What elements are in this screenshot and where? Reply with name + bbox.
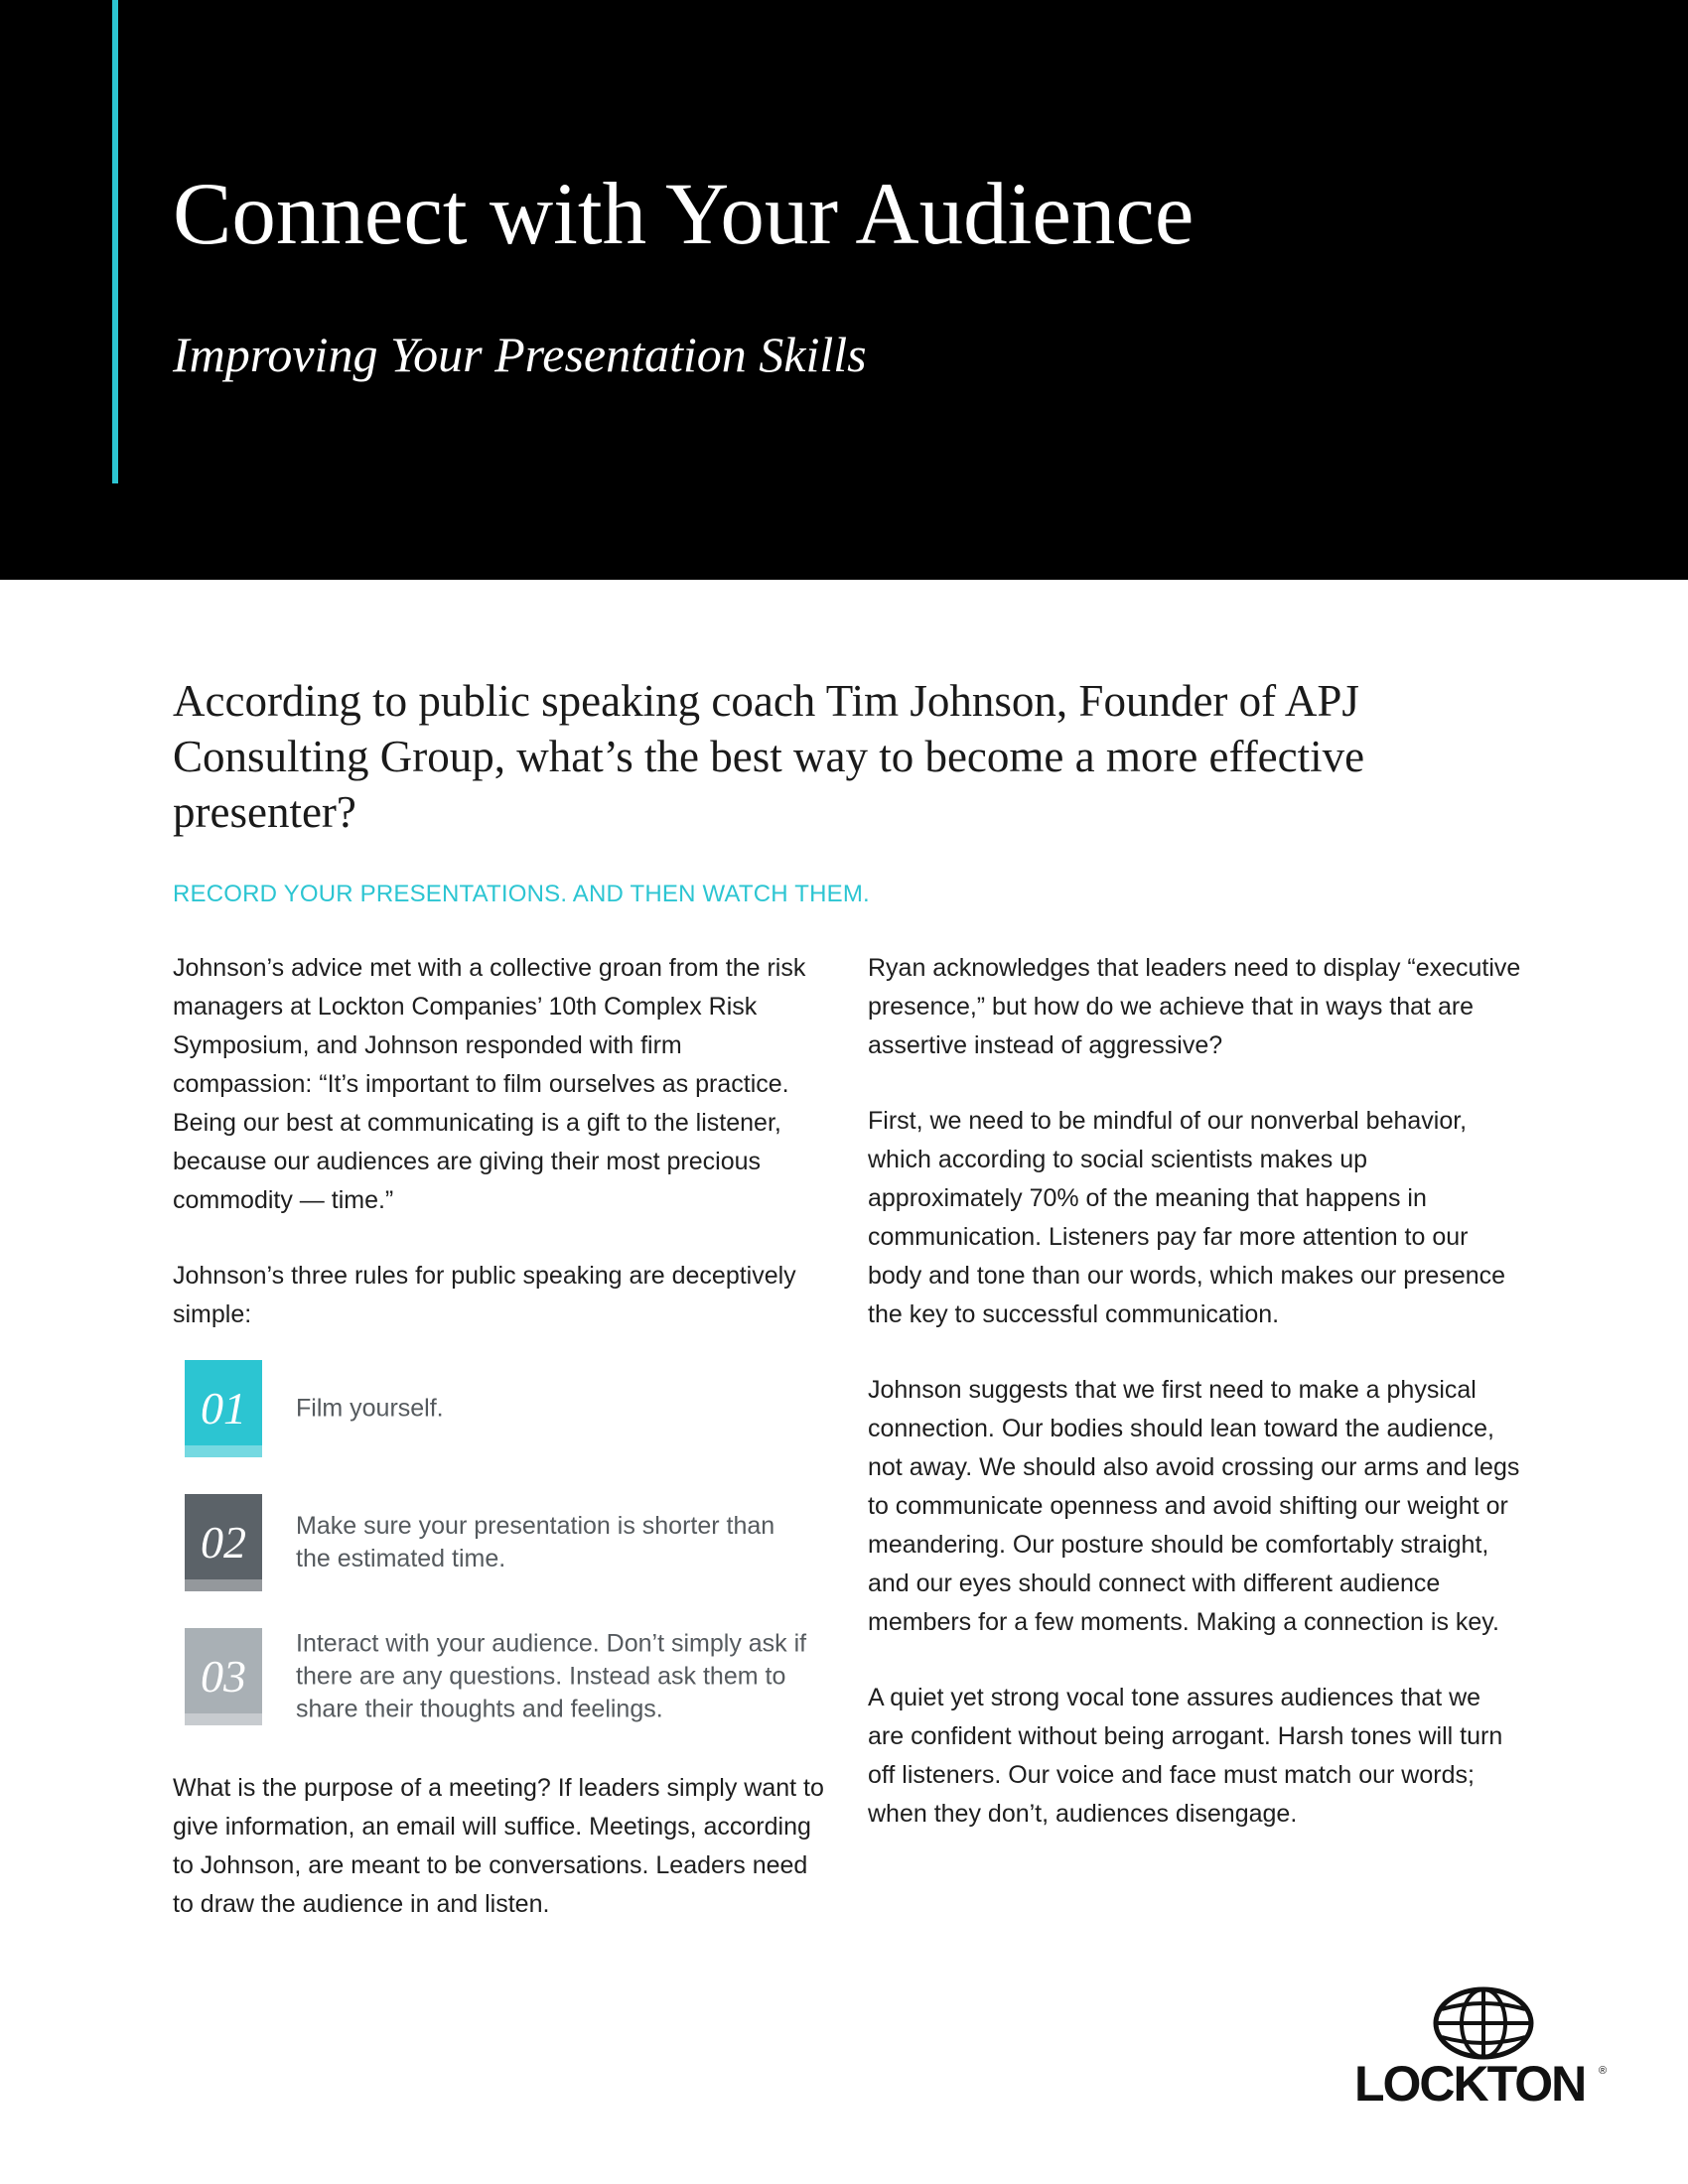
- rule-text: Film yourself.: [296, 1394, 444, 1423]
- page-subtitle: Improving Your Presentation Skills: [173, 327, 867, 382]
- left-paragraph-3: What is the purpose of a meeting? If leaders simply want to give information, an email will suffice. Meetings, according to Johnson, are meant to be conversations. Leaders need to draw the audience in and listen.: [173, 1774, 824, 1918]
- rule-text: Interact with your audience. Don’t simply ask if there are any questions. Instead ask them to share their thoughts and feelings.: [296, 1629, 807, 1723]
- right-paragraph-4: A quiet yet strong vocal tone assures audiences that we are confident without being arrogant. Harsh tones will turn off listeners. Our voice and face must match our words; when they don’t, audiences disengage.: [868, 1684, 1503, 1828]
- rule-item-1: [173, 1360, 828, 1457]
- header-banner: [0, 0, 1688, 580]
- rule-item-2: [173, 1494, 828, 1591]
- page-title: Connect with Your Audience: [173, 166, 1195, 263]
- left-paragraph-2: Johnson’s three rules for public speaking are deceptively simple:: [173, 1262, 796, 1328]
- right-paragraph-1: Ryan acknowledges that leaders need to display “executive presence,” but how do we achieve that in ways that are assertive instead of aggressive?: [868, 954, 1521, 1059]
- accent-bar: [112, 0, 118, 483]
- section-kicker: RECORD YOUR PRESENTATIONS. AND THEN WATCH THEM.: [173, 881, 870, 907]
- rule-text: Make sure your presentation is shorter than the estimated time.: [296, 1512, 775, 1572]
- globe-icon: [1432, 1985, 1535, 2061]
- left-paragraph-1: Johnson’s advice met with a collective groan from the risk managers at Lockton Companies’ 10th Complex Risk Symposium, and Johnson responded with firm compassion: “It’s important to film ourselves as practice. Being our best at communicating is a gift to the listener, because our audiences are giving their most precious commodity — time.”: [173, 954, 806, 1214]
- rule-number-badge: 01: [185, 1360, 262, 1457]
- rule-number-badge: 03: [185, 1628, 262, 1725]
- right-paragraph-2: First, we need to be mindful of our nonverbal behavior, which according to social scientists makes up approximately 70% of the meaning that happens in communication. Listeners pay far more attention to our body and tone than our words, which makes our presence the key to successful communication.: [868, 1107, 1506, 1328]
- lockton-logo: [1354, 1985, 1613, 2112]
- registered-mark: ®: [1599, 2065, 1608, 2077]
- rules-list: [173, 1360, 828, 1725]
- rule-item-3: [173, 1628, 828, 1725]
- right-column: [868, 949, 1523, 1834]
- logo-wordmark: LOCKTON: [1354, 2056, 1586, 2112]
- rule-number-badge: 02: [185, 1494, 262, 1591]
- intro-question: According to public speaking coach Tim Johnson, Founder of APJ Consulting Group, what’s the best way to become a more effective presenter?: [173, 676, 1365, 837]
- left-column: [173, 949, 828, 1924]
- right-paragraph-3: Johnson suggests that we first need to make a physical connection. Our bodies should lean toward the audience, not away. We should also avoid crossing our arms and legs to communicate openness and avoid shifting our weight or meandering. Our posture should be comfortably straight, and our eyes should connect with different audience members for a few moments. Making a connection is key.: [868, 1376, 1520, 1636]
